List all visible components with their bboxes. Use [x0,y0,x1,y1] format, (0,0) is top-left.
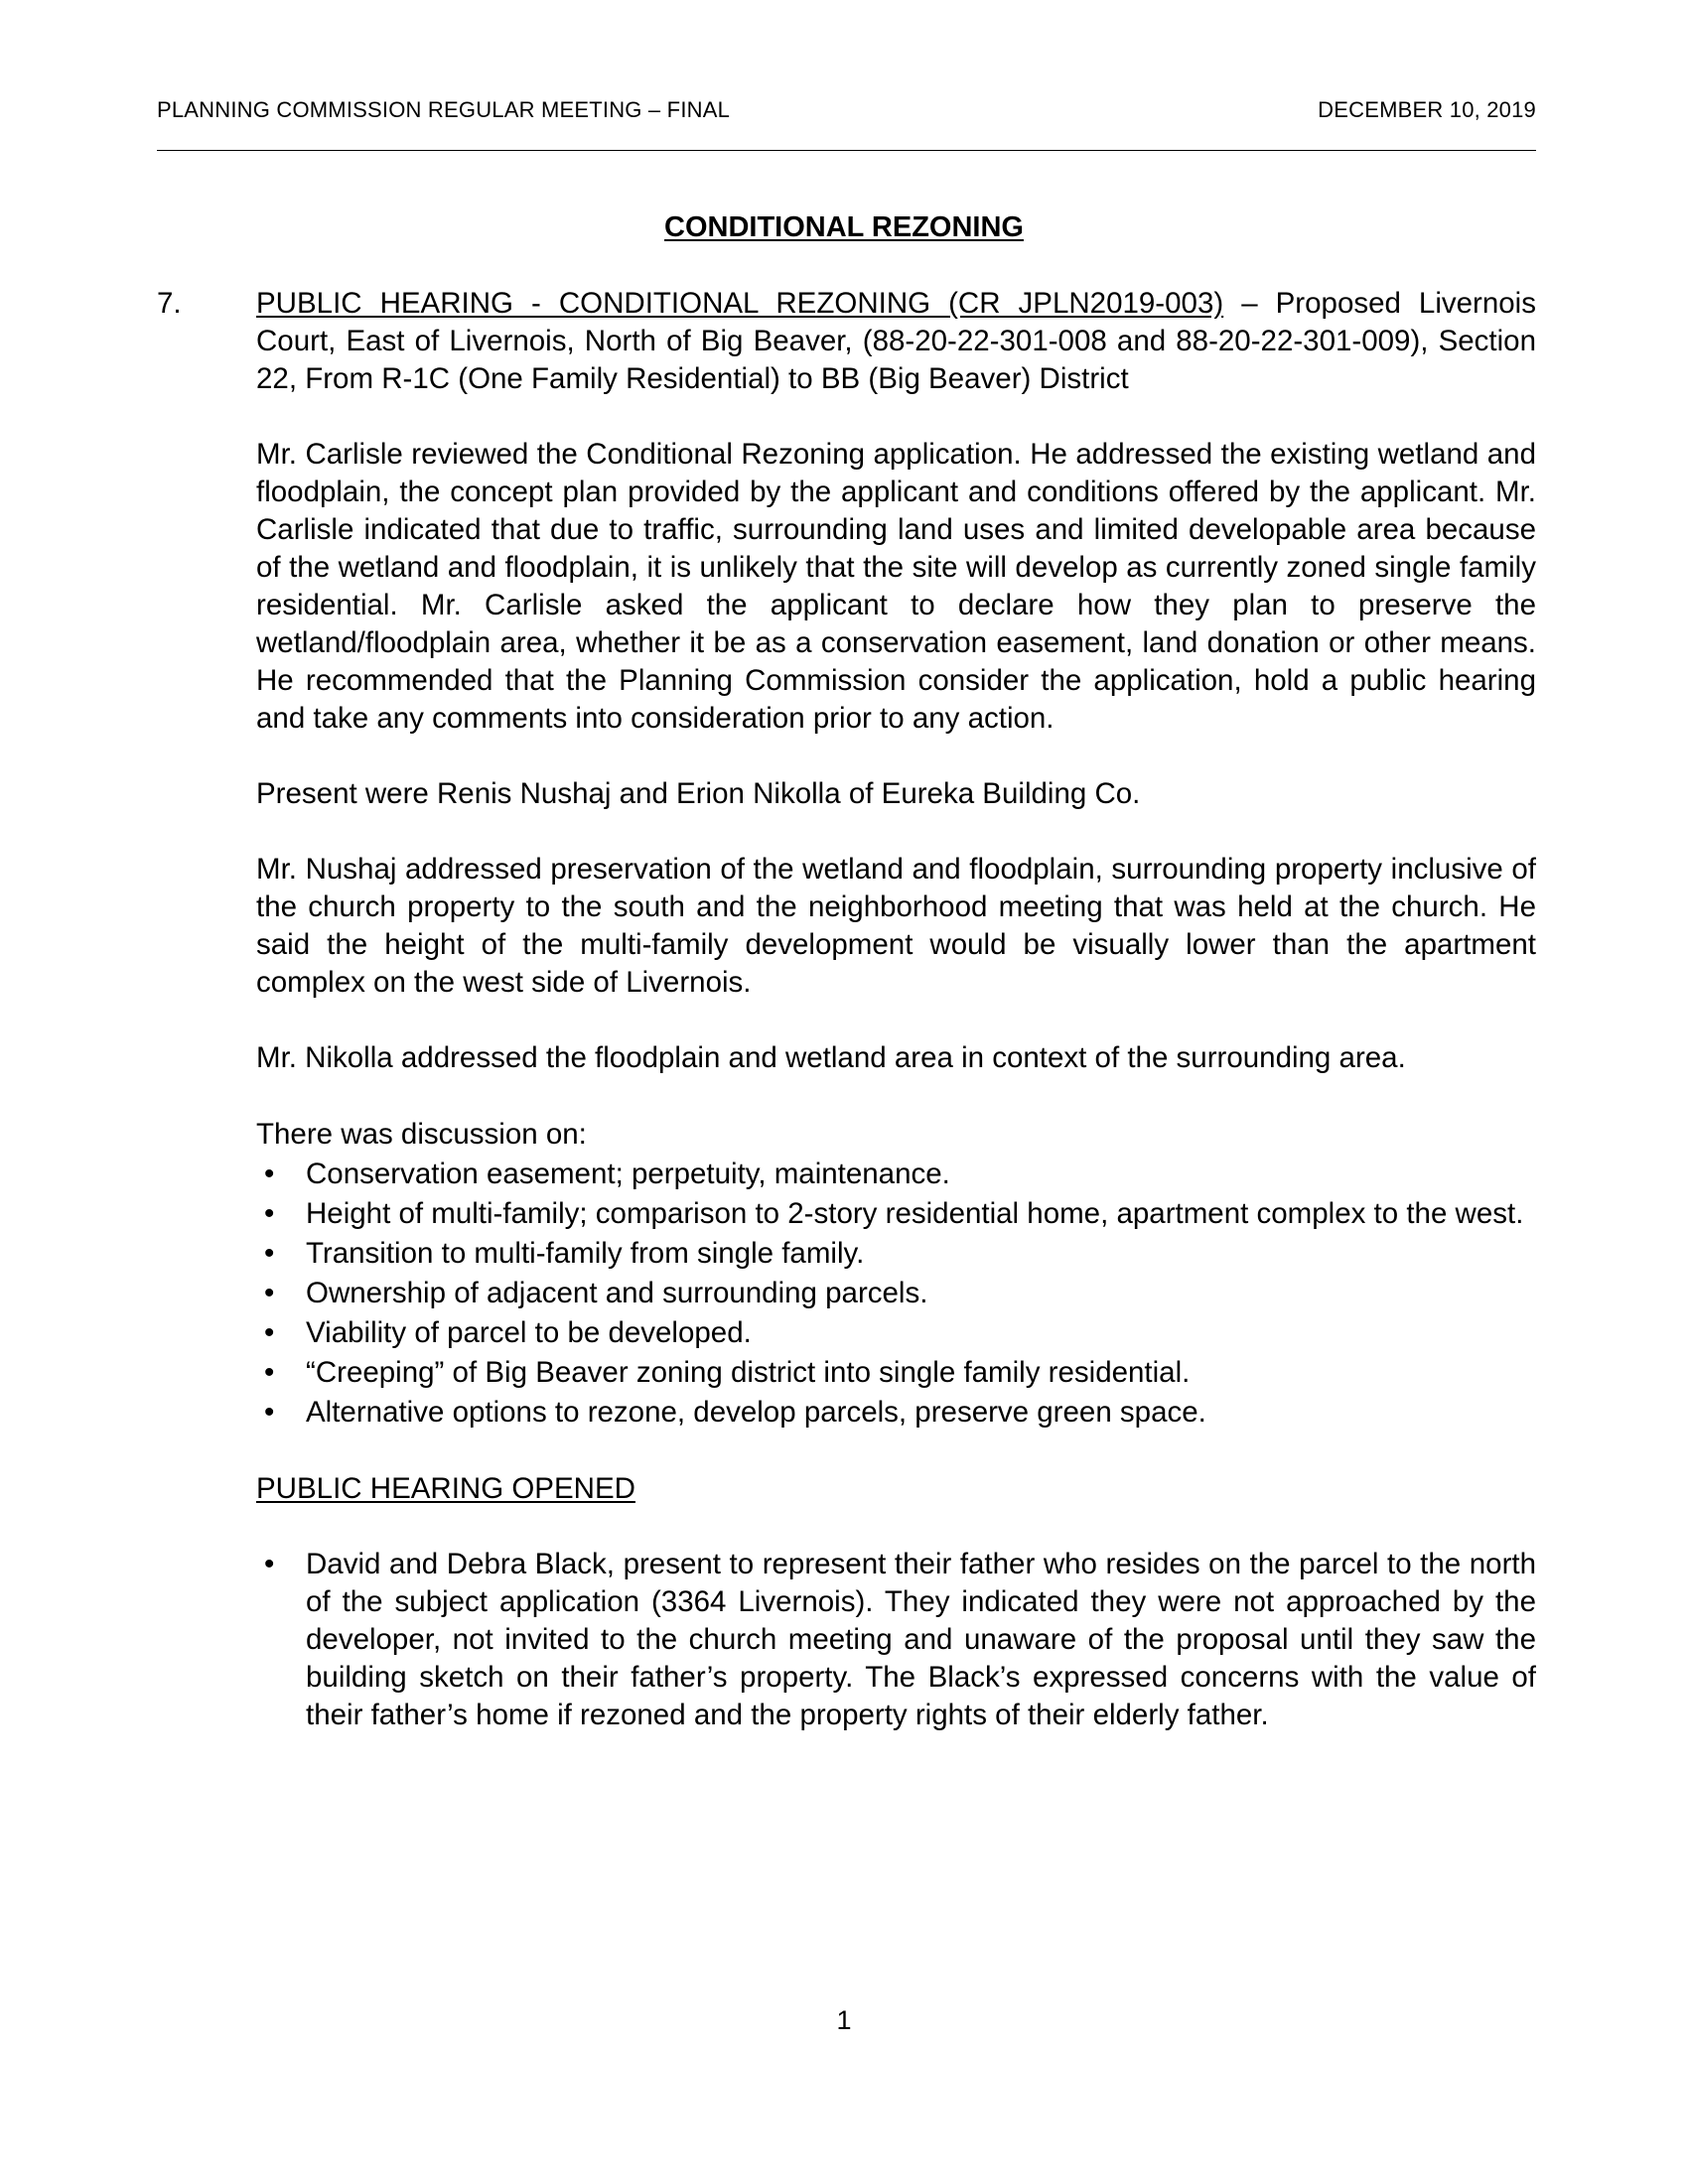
list-item-text: Conservation easement; perpetuity, maintenance. [306,1158,950,1190]
discussion-list [256,1155,1536,1433]
header-date: DECEMBER 10, 2019 [1318,97,1536,122]
page-number: 1 [836,2005,852,2035]
bullet-icon: • [264,1277,275,1309]
paragraph-present: Present were Renis Nushaj and Erion Nikolla of Eureka Building Co. [256,777,1141,810]
list-item [256,1393,1536,1433]
bullet-icon: • [264,1158,275,1190]
bullet-icon: • [264,1396,275,1429]
list-item [256,1274,1536,1313]
list-item [256,1353,1536,1393]
list-item-text: Viability of parcel to be developed. [306,1316,752,1349]
list-item [256,1194,1536,1234]
item-title-rest: – Proposed Livernois Court, East of Livernois, North of Big Beaver, (88-20-22-301-008 and 88-20-22-301-009), Section 22, From R-1C (One Family Residential) to BB (Big Beaver) District [256,287,1536,395]
item-title [256,285,1536,398]
item-number: 7. [157,287,182,320]
section-title-text: CONDITIONAL REZONING [664,211,1024,243]
list-item-text: Height of multi-family; comparison to 2-story residential home, apartment complex to the west. [306,1197,1524,1230]
list-item [256,1313,1536,1353]
list-item-text: “Creeping” of Big Beaver zoning district into single family residential. [306,1356,1191,1389]
list-item-text: Alternative options to rezone, develop parcels, preserve green space. [306,1396,1206,1429]
bullet-icon: • [264,1356,275,1389]
header-divider [157,150,1536,151]
paragraph-carlisle-review: Mr. Carlisle reviewed the Conditional Rezoning application. He addressed the existing wetland and floodplain, the concept plan provided by the applicant and conditions offered by the applicant. Mr. Carlisle indicated that due to traffic, surrounding land uses and limited developable area because of the wetland and floodplain, it is unlikely that the site will develop as currently zoned single family residential. Mr. Carlisle asked the applicant to declare how they plan to preserve the wetland/floodplain area, whether it be as a conservation easement, land donation or other means. He recommended that the Planning Commission consider the application, hold a public hearing and take any comments into consideration prior to any action. [256,438,1536,735]
item-title-underlined: PUBLIC HEARING - CONDITIONAL REZONING (CR JPLN2019-003) [256,287,1224,320]
bullet-icon: • [264,1237,275,1270]
paragraph-nushaj: Mr. Nushaj addressed preservation of the wetland and floodplain, surrounding property inclusive of the church property to the south and the neighborhood meeting that was held at the church. He said the height of the multi-family development would be visually lower than the apartment complex on the west side of Livernois. [256,853,1536,999]
list-item [256,1234,1536,1274]
header-meeting-title: PLANNING COMMISSION REGULAR MEETING – FINAL [157,97,731,122]
section-title [0,211,1688,244]
public-comment-text: David and Debra Black, present to represent their father who resides on the parcel to the north of the subject application (3364 Livernois). They indicated they were not approached by the developer, not invited to the church meeting and unaware of the proposal until they saw the building sketch on their father’s property. The Black’s expressed concerns with the value of their father’s home if rezoned and the property rights of their elderly father. [306,1548,1536,1731]
item-body [256,285,1536,1772]
list-item-text: Transition to multi-family from single family. [306,1237,865,1270]
list-item-text: Ownership of adjacent and surrounding parcels. [306,1277,928,1309]
public-hearing-label-text: PUBLIC HEARING OPENED [256,1472,635,1505]
discussion-intro: There was discussion on: [256,1118,587,1151]
bullet-icon: • [264,1197,275,1230]
bullet-icon: • [264,1548,275,1580]
list-item [256,1546,1536,1734]
public-comment-list [256,1546,1536,1734]
public-hearing-label [256,1470,1536,1508]
bullet-icon: • [264,1316,275,1349]
list-item [256,1155,1536,1194]
paragraph-nikolla: Mr. Nikolla addressed the floodplain and wetland area in context of the surrounding area. [256,1041,1406,1074]
